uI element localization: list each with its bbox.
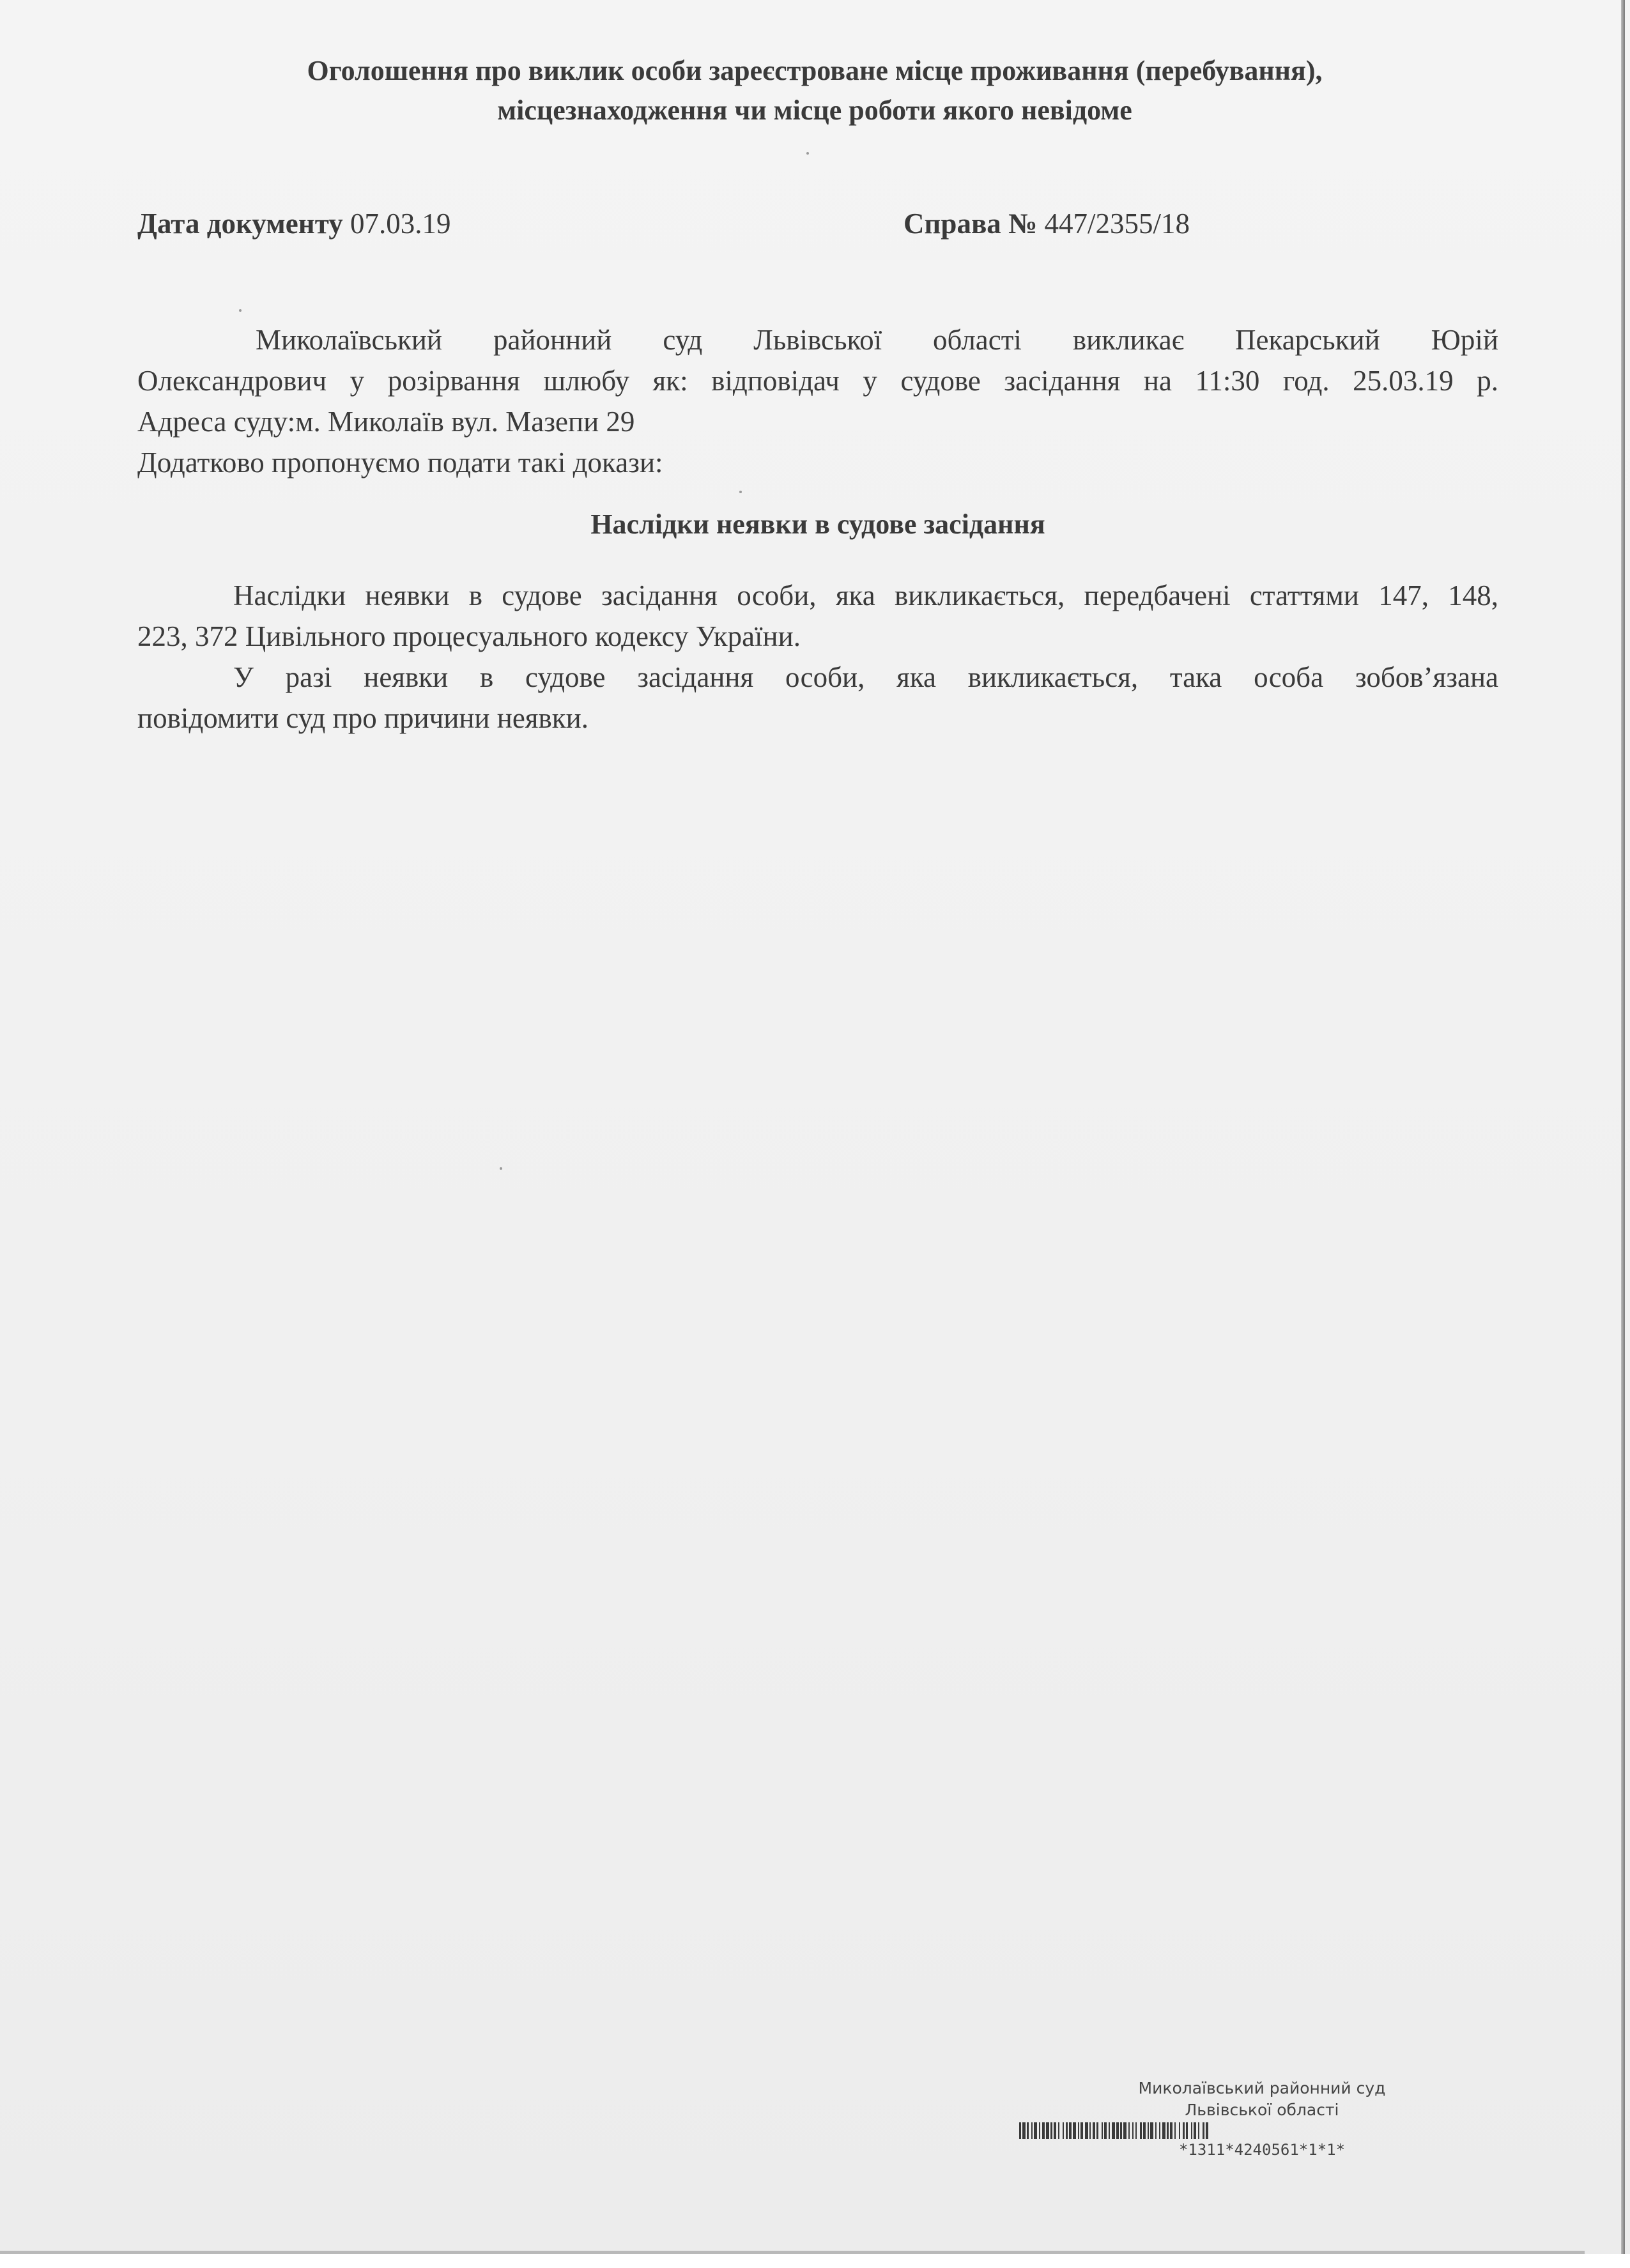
- evidence-request: Додатково пропонуємо подати такі докази:: [137, 447, 663, 479]
- stamp-court-name: Миколаївський районний суд: [1138, 2079, 1386, 2097]
- scan-speck: [239, 309, 242, 312]
- court-stamp: [1019, 2078, 1505, 2159]
- case-number: [903, 204, 1190, 243]
- title-line-2: місцезнаходження чи місце роботи якого невідоме: [497, 95, 1132, 126]
- title-line-1: Оголошення про виклик особи зареєстроване місце проживання (перебування),: [307, 55, 1323, 86]
- stamp-court-region: Львівської області: [1185, 2101, 1339, 2119]
- scan-margin-bottom: [0, 2254, 1630, 2268]
- document-title: [128, 51, 1502, 130]
- consequences-p1-line-1: Наслідки неявки в судове засідання особи, яка викликається, передбачені статтями 147, 148,: [233, 579, 1498, 611]
- summons-body: [137, 319, 1498, 483]
- barcode-text: *1311*4240561*1*1*: [1178, 2141, 1346, 2159]
- case-label: Справа №: [903, 208, 1038, 240]
- summons-line-1: Миколаївський районний суд Львівської області викликає Пекарський Юрій: [256, 324, 1498, 356]
- date-value: 07.03.19: [350, 208, 451, 240]
- consequences-body: [137, 575, 1498, 739]
- scan-edge-right: [1621, 0, 1625, 2268]
- scan-speck: [500, 1167, 502, 1170]
- scan-speck: [739, 491, 742, 493]
- document-date: [137, 204, 450, 243]
- scan-speck: [806, 152, 809, 155]
- barcode: [1019, 2122, 1505, 2139]
- consequences-p1-line-2: 223, 372 Цивільного процесуального кодексу України.: [137, 620, 801, 652]
- date-label: Дата документу: [137, 208, 343, 240]
- consequences-p2-line-2: повідомити суд про причини неявки.: [137, 702, 588, 734]
- court-address: Адреса суду:м. Миколаїв вул. Мазепи 29: [137, 406, 635, 438]
- barcode-bar: [1208, 2122, 1210, 2139]
- summons-line-2: Олександрович у розірвання шлюбу як: відповідач у судове засідання на 11:30 год. 25.03.19 р.: [137, 365, 1498, 397]
- consequences-heading: Наслідки неявки в судове засідання: [590, 509, 1045, 540]
- consequences-p2-line-1: У разі неявки в судове засідання особи, яка викликається, така особа зобов’язана: [233, 661, 1498, 693]
- case-value: 447/2355/18: [1044, 208, 1190, 240]
